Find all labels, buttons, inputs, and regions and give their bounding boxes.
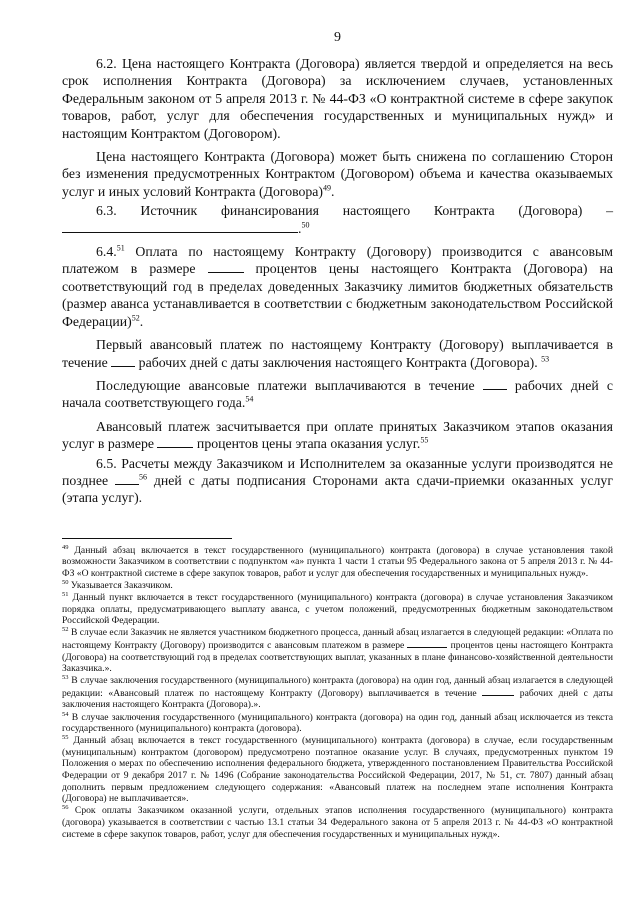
footnote-55 — [62, 735, 613, 805]
paragraph-text: Первый авансовый платеж по настоящему Контракту (Договору) выплачивается в течение — [62, 337, 613, 370]
paragraph-text: процентов цены этапа оказания услуг. — [193, 436, 421, 452]
footnote-text: Срок оплаты Заказчиком оказанной услуги, отдельных этапов исполнения государственного (муниципального) контракта (договора) указывается в соответствии с частью 13.1 статьи 34 Федерального закона от 5 апреля 2013 г. № 44-ФЗ «О контрактной системе в сфере закупок товаров, работ, услуг для обеспечения государственных и муниципальных нужд». — [62, 805, 613, 840]
paragraph-text: дней с даты подписания Сторонами акта сдачи-приемки оказанных услуг (этапа услуг). — [62, 472, 613, 506]
footnote-ref[interactable]: 53 — [541, 353, 550, 363]
funding-source-blank — [62, 221, 298, 233]
paragraph-text: Цена настоящего Контракта (Договора) может быть снижена по соглашению Сторон без изменения предусмотренных Контрактом (Договором) объема и качества оказываемых услуг и иных условий Контракта (Договора) — [62, 149, 613, 199]
days-blank — [483, 378, 507, 390]
paragraph-next-advance — [62, 377, 613, 412]
page-number: 9 — [334, 30, 341, 45]
footnote-53 — [62, 675, 613, 711]
days-blank — [111, 355, 135, 367]
footnote-text: рабочих дней с даты заключения настоящего Контракта (Договора).». — [62, 687, 614, 711]
paragraph-6-2 — [62, 55, 613, 142]
footnote-text: Данный абзац включается в текст государственного (муниципального) контракта (договора) в случае установления такой возможности Заказчиком в соответствии с подпунктом «а» пункта 1 части 1 статьи 95 Федерального закона от 5 апреля 2013 г. № 44-ФЗ «О контрактной системе в сфере закупок товаров, работ и услуг для обеспечения государственных и муниципальных нужд». — [62, 544, 613, 579]
footnote-ref[interactable]: 56 — [139, 472, 147, 482]
percent-blank — [407, 639, 447, 648]
footnote-text: Указывается Заказчиком. — [70, 580, 173, 592]
paragraph-6-4: 6.4.51 Оплата по настоящему Контракту (Договору) производится с авансовым платежом в размере процентов цены настоящего Контракта (Договора) на соответствующий год в пределах доведенных Заказчику лимитов бюджетных обязательств (размер аванса устанавливается в соответствии с бюджетным законодательством Российской Федерации)$^{52}$. — [62, 243, 613, 329]
footnote-ref[interactable]: 54 — [245, 394, 254, 404]
footnote-text: В случае если Заказчик не является участником бюджетного процесса, данный абзац излагается в следующей редакции: «Оплата по настоящему Контракту (Договору) производится с авансовым платежом в размере — [62, 627, 613, 651]
footnote-text: В случае заключения государственного (муниципального) контракта (договора) на один год, данный абзац исключается из текста государственного (муниципального) контракта (договора). — [62, 711, 613, 735]
footnote-number: 50 — [62, 578, 69, 586]
footnote-separator — [62, 538, 232, 539]
footnote-number: 56 — [62, 804, 69, 812]
footnote-number: 52 — [62, 626, 69, 634]
document-page — [62, 30, 613, 841]
paragraph-6-3-blank: .$^{50}$ — [62, 220, 613, 237]
footnote-54 — [62, 712, 613, 735]
paragraph-text: рабочих дней с даты заключения настоящего Контракта (Договора). — [135, 354, 538, 370]
footnote-number: 49 — [62, 543, 69, 551]
footnote-ref[interactable]: 51 — [116, 243, 125, 253]
paragraph-text: процентов цены настоящего Контракта (Договора) на соответствующий год в пределах доведенных Заказчику лимитов бюджетных обязательств (размер аванса устанавливается в соответствии с бюджетным законодательством Российской Федерации) — [62, 261, 613, 329]
footnote-49 — [62, 545, 613, 580]
footnote-text: Данный пункт включается в текст государственного (муниципального) контракта (договора) в случае установления Заказчиком порядка оплаты, предусматривающего выплату аванса, с учетом положений, предусмотренных бюджетным законодательством Российской Федерации. — [62, 592, 614, 627]
paragraph-number: 6.4. — [96, 244, 117, 260]
paragraph-text: 6.3. Источник финансирования настоящего Контракта (Договора) – — [96, 203, 613, 219]
footnote-number: 53 — [62, 674, 69, 682]
paragraph-price-reduction: Цена настоящего Контракта (Договора) может быть снижена по соглашению Сторон без изменения предусмотренных Контрактом (Договором) объема и качества оказываемых услуг и иных условий Контракта (Договора)$^{49}$. — [62, 149, 613, 199]
days-blank — [482, 687, 514, 696]
footnote-51 — [62, 592, 613, 627]
paragraph-6-5 — [62, 455, 613, 507]
paragraph-first-advance — [62, 336, 613, 371]
footnote-ref[interactable]: 50 — [301, 220, 310, 230]
footnote-ref[interactable]: 49 — [323, 183, 332, 193]
advance-percent-blank — [208, 261, 244, 273]
paragraph-text: 6.5. Расчеты между Заказчиком и Исполнителем за оказанные услуги производятся не позднее — [62, 455, 613, 488]
footnote-number: 51 — [62, 590, 69, 598]
footnote-50 — [62, 580, 613, 592]
percent-blank — [157, 436, 193, 448]
footnote-56 — [62, 805, 613, 840]
paragraph-text: Авансовый платеж засчитывается при оплате принятых Заказчиком этапов оказания услуг в размере — [62, 418, 613, 452]
footnote-text: Данный абзац включается в текст государственного (муниципального) контракта (договора) в случае, если государственным (муниципальным) контрактом (договором) предусмотрено поэтапное оказание услуг. В случаях, предусмотренных пунктом 19 Положения о мерах по обеспечению исполнения федерального бюджета, утвержденного постановлением Правительства Российской Федерации от 9 декабря 2017 г. № 1496 (Собрание законодательства Российской Федерации, 2017, № 51, ст. 7807) данный абзац дополнить первым предложением следующего содержания: «Авансовый платеж на последнем этапе исполнения Контракта (Договора) не выплачивается». — [62, 735, 614, 805]
footnote-ref[interactable]: 55 — [420, 435, 429, 445]
paragraph-6-3 — [62, 202, 613, 219]
paragraph-text: рабочих дней с начала соответствующего года. — [62, 377, 613, 411]
days-blank — [115, 473, 139, 485]
footnote-ref[interactable]: 52 — [131, 313, 140, 323]
footnote-52 — [62, 627, 613, 674]
footnote-text: В случае заключения государственного (муниципального) контракта (договора) на один год, данный абзац излагается в следующей редакции: «Авансовый платеж по настоящему Контракту (Договору) выплачивается в течение — [62, 675, 613, 699]
paragraph-text: Оплата по настоящему Контракту (Договору) производится с авансовым платежом в размере — [62, 244, 613, 277]
paragraph-advance-offset — [62, 418, 613, 453]
paragraph-text: Последующие авансовые платежи выплачиваются в течение — [96, 377, 483, 393]
footnote-number: 55 — [62, 734, 69, 742]
footnote-text: процентов цены настоящего Контракта (Договора) на соответствующий год в пределах соответствующих выплат, указанных в плане финансово-хозяйственной деятельности Заказчика.». — [62, 640, 613, 675]
paragraph-text: 6.2. Цена настоящего Контракта (Договора) является твердой и определяется на весь срок исполнения Контракта (Договора) за исключением случаев, установленных Федеральным законом от 5 апреля 2013 г. № 44-ФЗ «О контрактной системе в сфере закупок товаров, работ, услуг для обеспечения государственных и муниципальных нужд» и настоящим Контрактом (Договором). — [62, 56, 613, 141]
footnote-number: 54 — [62, 710, 69, 718]
